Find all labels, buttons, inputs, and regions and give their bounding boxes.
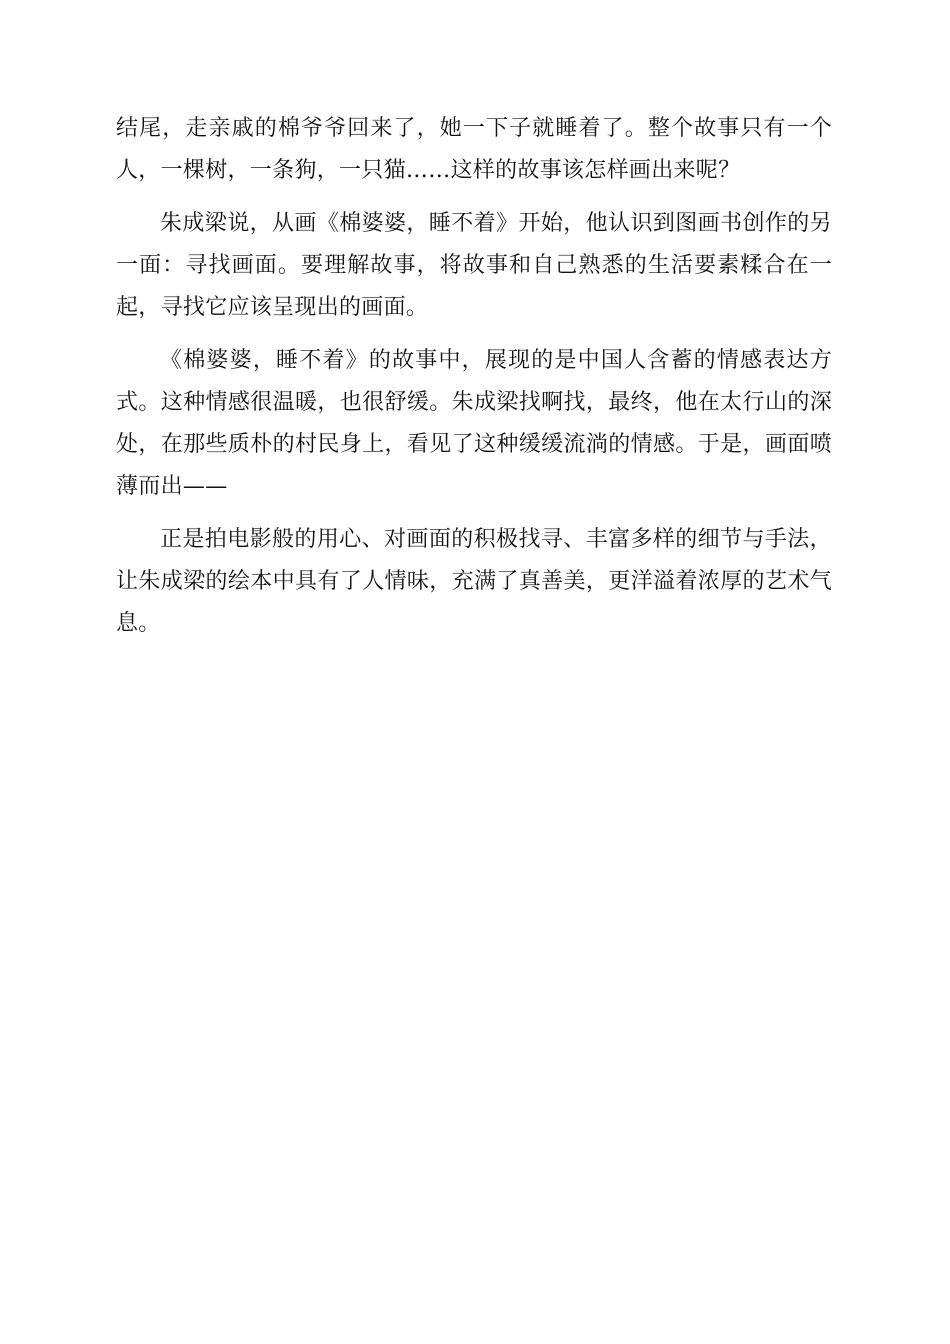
document-body — [116, 108, 832, 656]
paragraph-4: 正是拍电影般的用心、对画面的积极找寻、丰富多样的细节与手法，让朱成梁的绘本中具有了人情味，充满了真善美，更洋溢着浓厚的艺术气息。 — [116, 527, 832, 636]
paragraph-1: 结尾，走亲戚的棉爷爷回来了，她一下子就睡着了。整个故事只有一个人，一棵树，一条狗，一只猫……这样的故事该怎样画出来呢？ — [116, 116, 832, 183]
paragraph-3: 《棉婆婆，睡不着》的故事中，展现的是中国人含蓄的情感表达方式。这种情感很温暖，也很舒缓。朱成梁找啊找，最终，他在太行山的深处，在那些质朴的村民身上，看见了这种缓缓流淌的情感。于是，画面喷薄而出—— — [116, 348, 832, 499]
paragraph-2: 朱成梁说，从画《棉婆婆，睡不着》开始，他认识到图画书创作的另一面：寻找画面。要理解故事，将故事和自己熟悉的生活要素糅合在一起，寻找它应该呈现出的画面。 — [116, 211, 832, 320]
